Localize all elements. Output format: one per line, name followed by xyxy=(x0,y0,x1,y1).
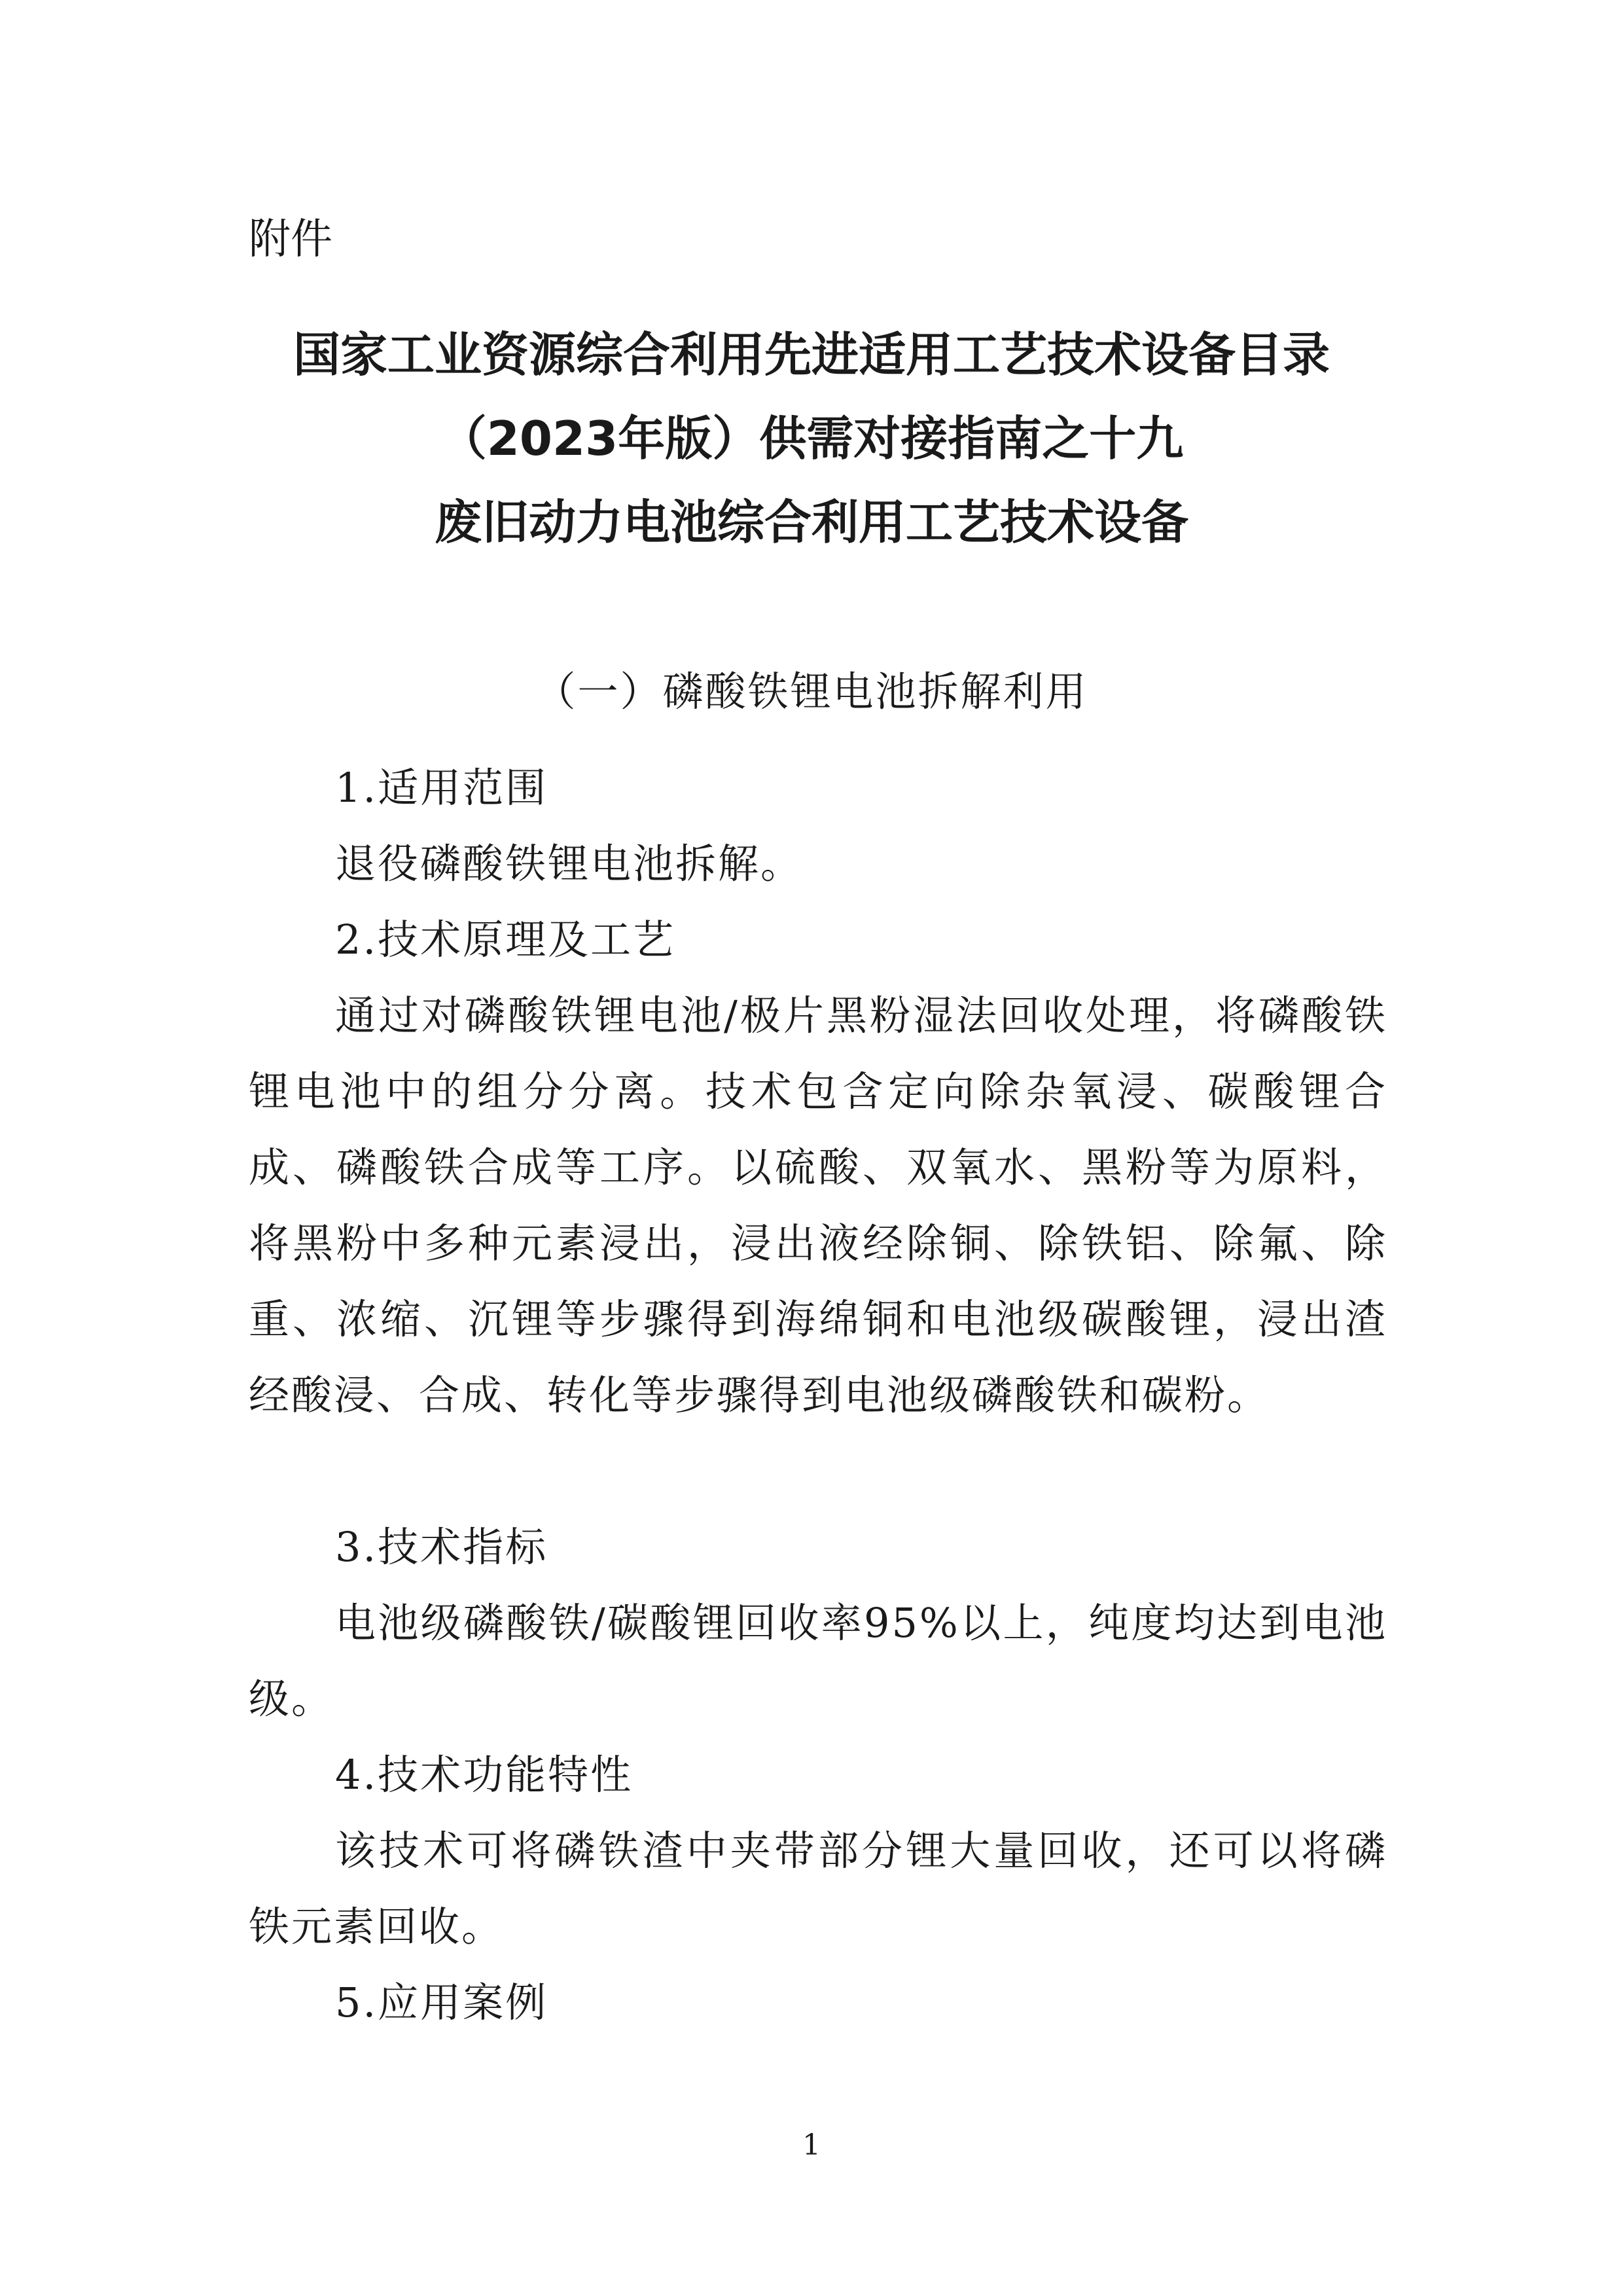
item-heading-principle: 2.技术原理及工艺 xyxy=(335,916,676,963)
title-line-3: 废旧动力电池综合利用工艺技术设备 xyxy=(434,495,1188,550)
document-title xyxy=(196,313,1427,564)
item-body-principle: 通过对磷酸铁锂电池/极片黑粉湿法回收处理，将磷酸铁锂电池中的组分分离。技术包含定向除杂氧浸、碳酸锂合成、磷酸铁合成等工序。以硫酸、双氧水、黑粉等为原料，将黑粉中多种元素浸出，浸出液经除铜、除铁铝、除氟、除重、浓缩、沉锂等步骤得到海绵铜和电池级碳酸锂，浸出渣经酸浸、合成、转化等步骤得到电池级磷酸铁和碳粉。 xyxy=(249,992,1387,1419)
item-heading-scope: 1.适用范围 xyxy=(335,764,548,812)
item-body-indicators: 电池级磷酸铁/碳酸锂回收率95%以上，纯度均达到电池级。 xyxy=(249,1599,1387,1723)
annex-label: 附件 xyxy=(249,215,332,264)
item-heading-features: 4.技术功能特性 xyxy=(335,1751,633,1799)
item-body-scope: 退役磷酸铁锂电池拆解。 xyxy=(335,840,804,888)
item-heading-cases: 5.应用案例 xyxy=(335,1979,548,2026)
item-body-features: 该技术可将磷铁渣中夹带部分锂大量回收，还可以将磷铁元素回收。 xyxy=(249,1827,1387,1950)
title-line-2: （2023年版）供需对接指南之十九 xyxy=(439,411,1184,466)
section-heading: （一）磷酸铁锂电池拆解利用 xyxy=(535,668,1088,715)
item-heading-indicators: 3.技术指标 xyxy=(335,1523,548,1571)
page-number: 1 xyxy=(802,2128,821,2162)
title-line-1: 国家工业资源综合利用先进适用工艺技术设备目录 xyxy=(293,327,1330,382)
